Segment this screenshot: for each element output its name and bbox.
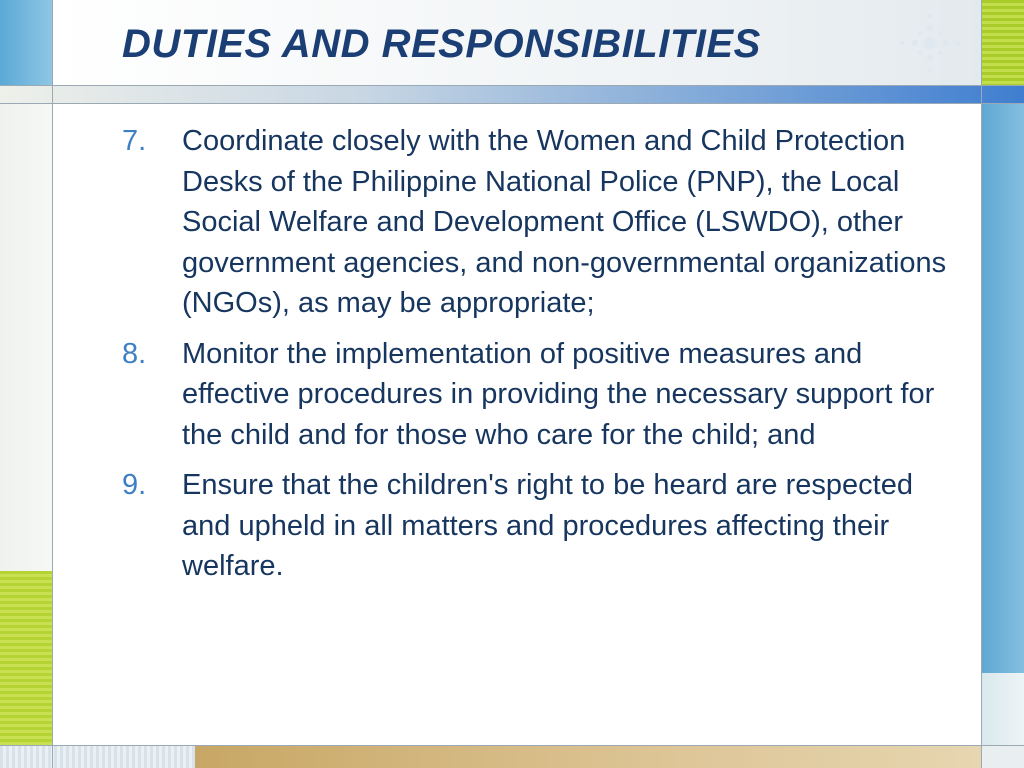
- item-text: Monitor the implementation of positive measures and effective procedures in providing the necessary support for the child and for those who care for the child; and: [182, 337, 935, 451]
- item-number: 7.: [122, 125, 147, 157]
- slide-title: DUTIES AND RESPONSIBILITIES: [122, 22, 761, 66]
- frame-divider: [52, 0, 53, 768]
- right-green-block: [982, 0, 1024, 85]
- frame-divider: [0, 745, 1024, 746]
- item-number: 8.: [122, 337, 147, 370]
- item-number: 9.: [122, 469, 147, 501]
- sparkle-icon: [890, 8, 970, 78]
- list-item: [122, 121, 952, 324]
- bottom-left-block: [0, 745, 195, 768]
- bottom-gold-band: [195, 745, 982, 768]
- duties-list: [122, 121, 952, 597]
- frame-divider: [981, 0, 982, 768]
- frame-divider: [0, 103, 1024, 104]
- item-text: Ensure that the children's right to be heard are respected and upheld in all matters and procedures affecting their welfare.: [182, 469, 913, 582]
- bottom-right-block: [982, 745, 1024, 768]
- left-green-block: [0, 571, 52, 768]
- frame-divider: [0, 85, 1024, 86]
- item-text: Coordinate closely with the Women and Child Protection Desks of the Philippine National Police (PNP), the Local Social Welfare and Development Office (LSWDO), other government agencies, and non-governmental organizations (NGOs), as may be appropriate;: [182, 125, 947, 319]
- list-item: [122, 334, 952, 456]
- list-item: [122, 465, 952, 587]
- left-middle-block: [0, 103, 52, 571]
- left-top-block: [0, 0, 52, 85]
- right-blue-block: [982, 103, 1024, 673]
- header-gradient-stripe: [0, 85, 1024, 103]
